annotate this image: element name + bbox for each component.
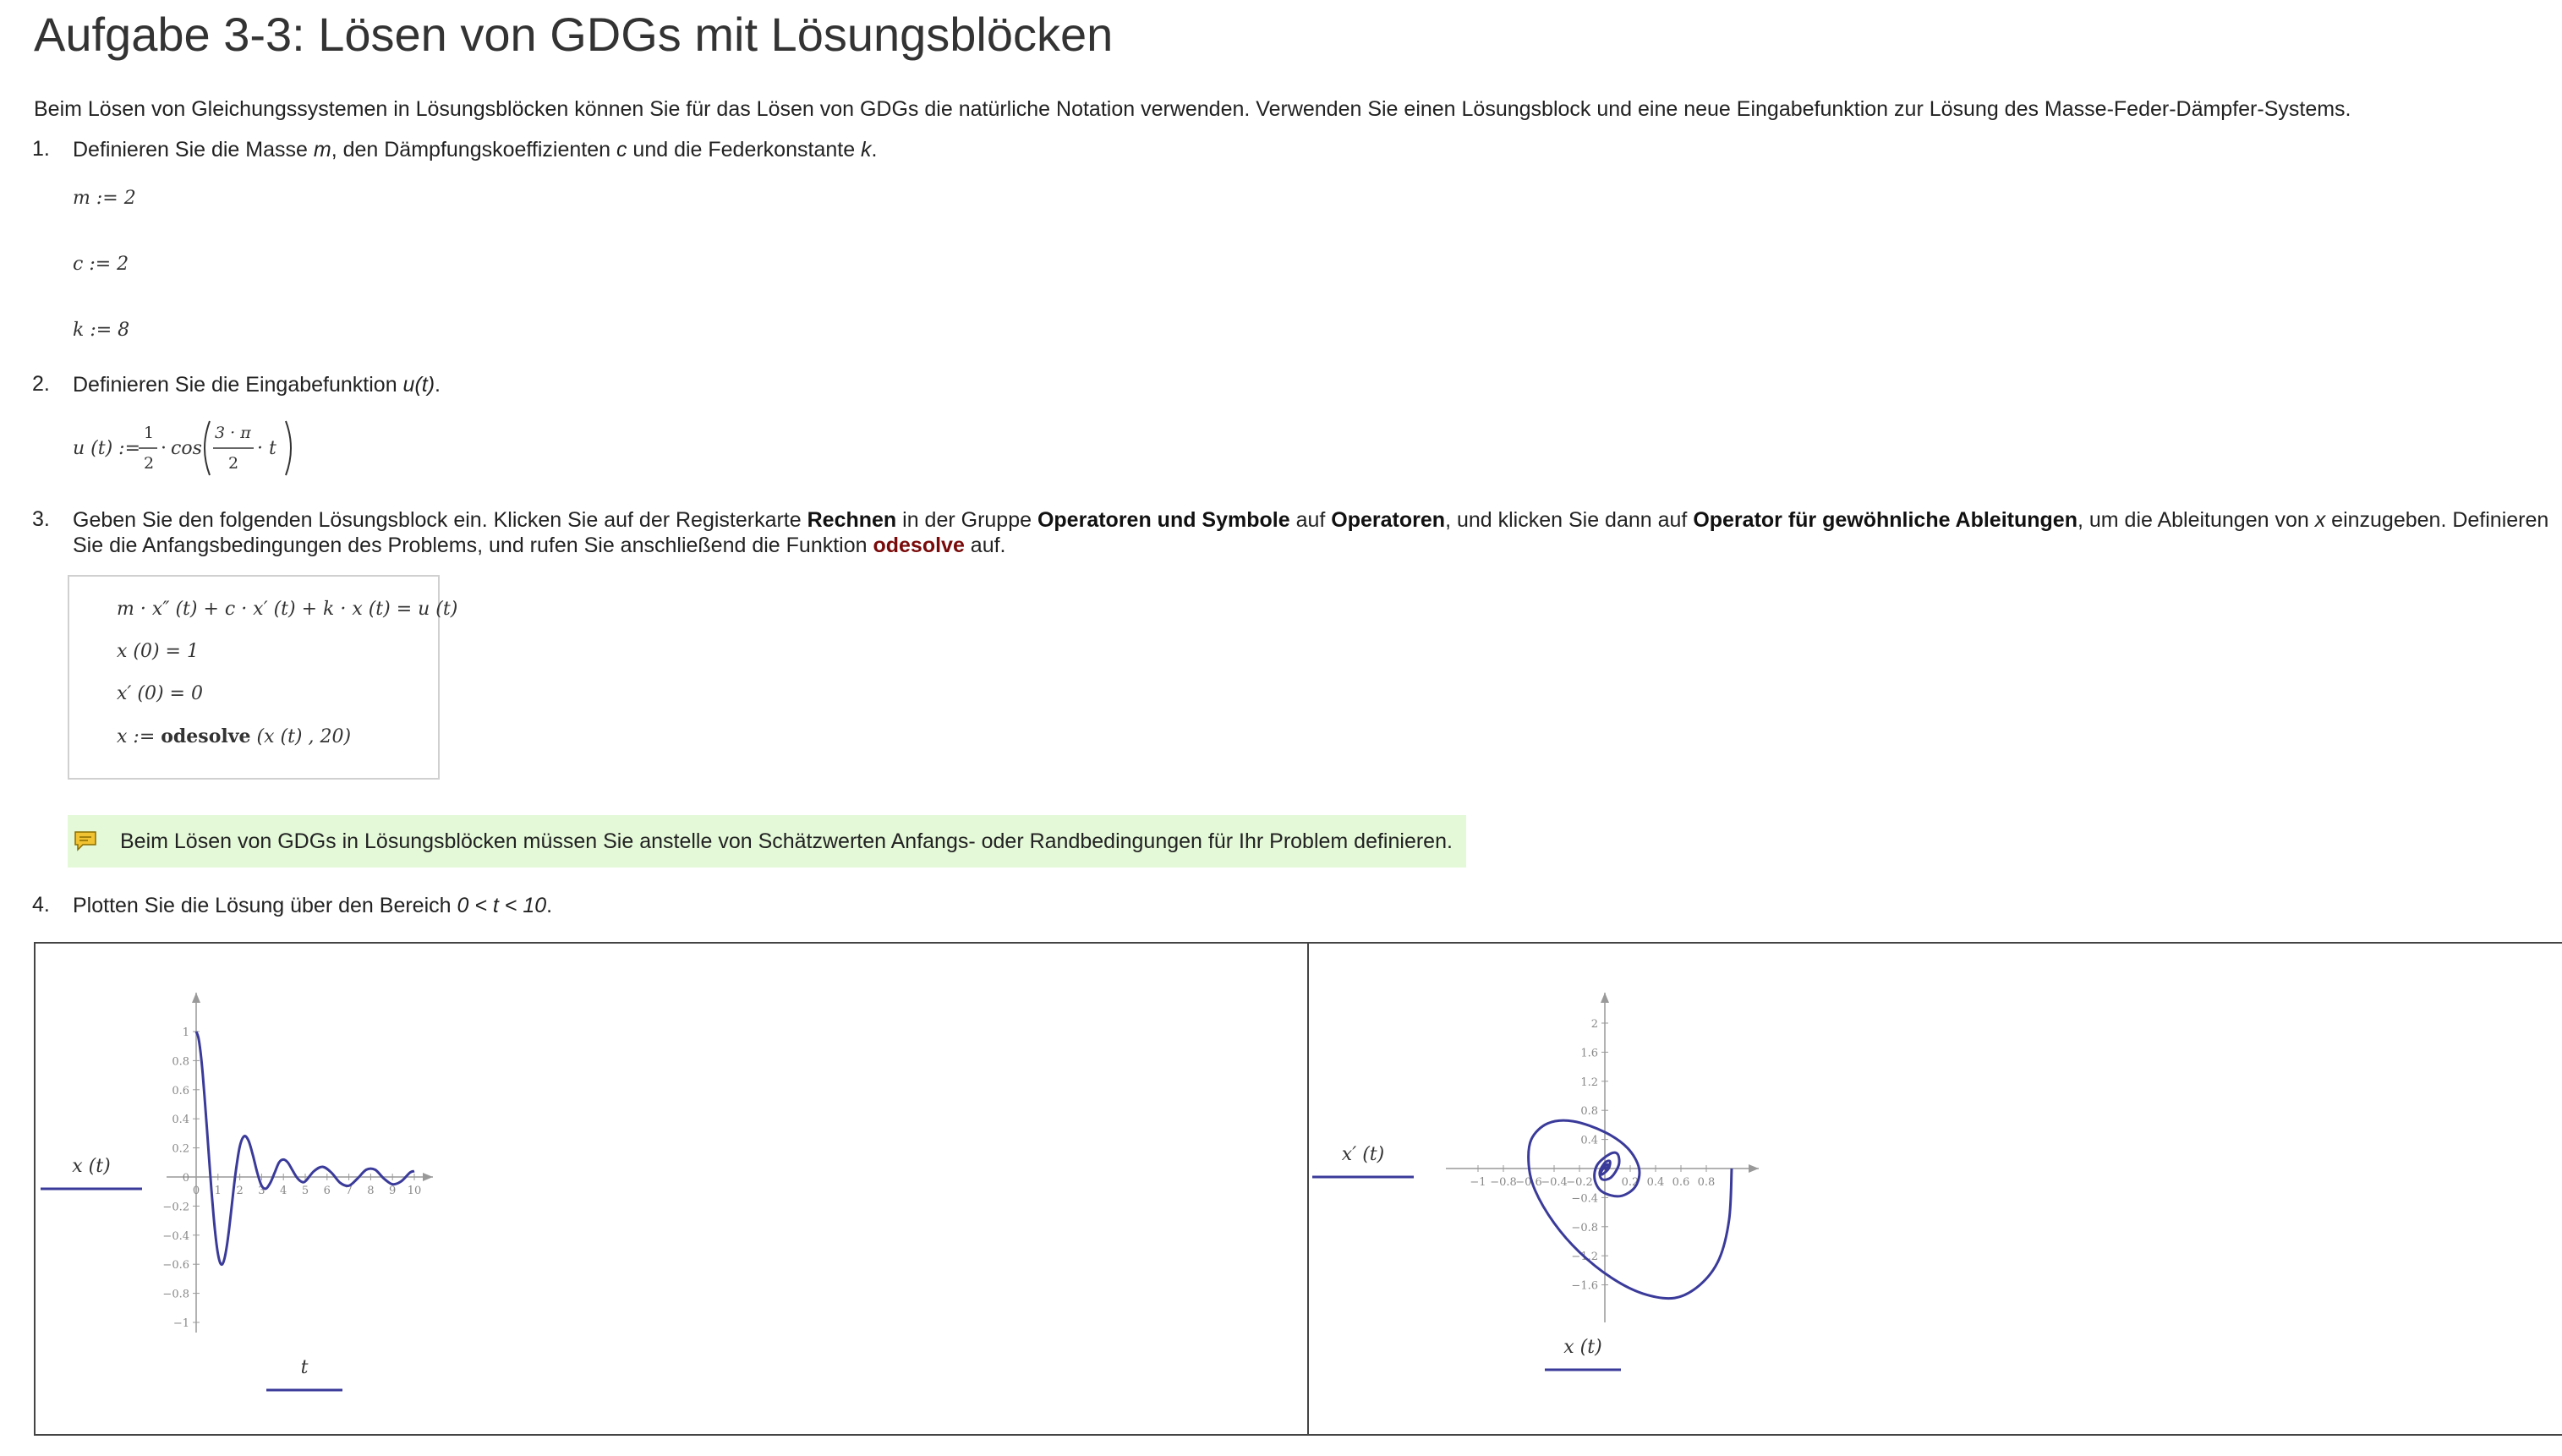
step-3-text-f: einzugeben. Definieren Sie die Anfangsbedingungen des Problems, und rufen Sie anschließend die Funktion <box>73 508 2549 557</box>
x-tick-label: −0.8 <box>1490 1176 1517 1189</box>
step-4-text-b: . <box>546 894 553 917</box>
x-tick-label: 0.8 <box>1697 1176 1716 1189</box>
y-tick-label: 0.4 <box>1580 1134 1598 1147</box>
y-tick-label: −1.6 <box>1571 1279 1598 1293</box>
step-1-var-m: m <box>313 138 331 161</box>
step-4-text-a: Plotten Sie die Lösung über den Bereich <box>73 894 457 917</box>
step-4-text <box>73 893 552 918</box>
u-paren-left <box>205 421 210 475</box>
x-tick-label: 7 <box>345 1185 353 1197</box>
step-3-number: 3. <box>32 507 50 531</box>
step-1-text-a: Definieren Sie die Masse <box>73 138 314 161</box>
x-tick-label: 0.6 <box>1672 1176 1690 1189</box>
step-3-bold-rechnen: Rechnen <box>807 508 897 532</box>
step-3-text-g: auf. <box>964 534 1006 557</box>
u-frac-num: 1 <box>144 424 155 442</box>
step-2-var-u: u(t) <box>402 373 435 397</box>
x-tick-label: 0.4 <box>1646 1176 1665 1189</box>
input-function-def[interactable] <box>73 414 301 482</box>
x-axis-label: t <box>300 1357 309 1378</box>
y-tick-label: −1.2 <box>1571 1251 1598 1264</box>
solve-eq-ode[interactable]: m · x″ (t) + c · x′ (t) + k · x (t) = u (t) <box>117 599 458 620</box>
step-1-text-c: und die Federkonstante <box>627 138 862 161</box>
x-tick-label: −1 <box>1470 1176 1486 1189</box>
y-tick-label: −0.4 <box>162 1229 189 1243</box>
hint-note-text: Beim Lösen von GDGs in Lösungsblöcken müssen Sie anstelle von Schätzwerten Anfangs- oder Randbedingungen für Ihr Problem definieren. <box>120 829 1453 853</box>
solve-eq-odesolve-fn: odesolve <box>161 725 251 747</box>
y-tick-label: 0.8 <box>172 1055 189 1069</box>
y-axis-label: x′ (t) <box>1341 1144 1385 1165</box>
x-tick-label: −0.2 <box>1566 1176 1593 1189</box>
y-axis-label: x (t) <box>72 1156 111 1177</box>
u-inner-num: 3 · π <box>215 424 251 442</box>
y-tick-label: −0.4 <box>1571 1192 1598 1206</box>
u-paren-right <box>286 421 291 475</box>
y-tick-label: 0 <box>182 1172 189 1185</box>
x-axis-arrow <box>423 1173 433 1181</box>
series-line <box>1529 1120 1732 1298</box>
step-3-text <box>73 507 2550 558</box>
u-frac-den: 2 <box>144 454 155 473</box>
y-tick-label: 0.6 <box>172 1084 189 1097</box>
x-axis-label: x (t) <box>1563 1337 1602 1358</box>
y-axis-arrow <box>192 993 200 1003</box>
step-3-text-c: auf <box>1289 508 1332 532</box>
step-4-range: 0 < t < 10 <box>457 894 547 917</box>
step-2-text <box>73 372 441 397</box>
page-title: Aufgabe 3-3: Lösen von GDGs mit Lösungsblöcken <box>34 8 1114 61</box>
x-tick-label: −0.4 <box>1541 1176 1568 1189</box>
step-2-number: 2. <box>32 372 50 396</box>
step-3-var-x: x <box>2314 508 2326 532</box>
series-line <box>196 1032 414 1265</box>
u-inner-den: 2 <box>228 454 239 473</box>
x-tick-label: 3 <box>258 1185 266 1197</box>
step-1-text-d: . <box>871 138 878 161</box>
step-1-var-k: k <box>861 138 872 161</box>
solve-eq-odesolve[interactable] <box>117 725 351 747</box>
step-3-bold-group: Operatoren und Symbole <box>1037 508 1290 532</box>
u-dot: · <box>161 438 167 459</box>
solve-eq-odesolve-lhs: x := <box>117 726 161 747</box>
step-1-number: 1. <box>32 137 50 161</box>
def-k[interactable]: k := 8 <box>73 320 130 341</box>
y-tick-label: 1.2 <box>1580 1076 1598 1089</box>
y-tick-label: −1 <box>172 1317 189 1330</box>
x-tick-label: −0.6 <box>1515 1176 1542 1189</box>
solve-eq-ic2[interactable]: x′ (0) = 0 <box>117 683 203 704</box>
step-3-text-a: Geben Sie den folgenden Lösungsblock ein. Klicken Sie auf der Registerkarte <box>73 508 807 532</box>
hint-note <box>68 815 1466 868</box>
y-tick-label: 1 <box>182 1026 189 1039</box>
x-tick-label: 5 <box>301 1185 309 1197</box>
x-tick-label: 0.2 <box>1621 1176 1640 1189</box>
x-tick-label: 2 <box>236 1185 244 1197</box>
y-tick-label: −0.8 <box>1571 1221 1598 1234</box>
y-tick-label: 0.4 <box>172 1114 189 1127</box>
solve-eq-ic1[interactable]: x (0) = 1 <box>117 641 199 662</box>
y-axis-arrow <box>1601 993 1609 1003</box>
u-inner-t: · t <box>257 438 276 459</box>
x-tick-label: 1 <box>214 1185 222 1197</box>
step-2-text-a: Definieren Sie die Eingabefunktion <box>73 373 403 397</box>
step-1-var-c: c <box>616 138 627 161</box>
u-lhs: u (t) := <box>73 438 141 459</box>
y-tick-label: 1.6 <box>1580 1047 1598 1060</box>
x-tick-label: 8 <box>367 1185 375 1197</box>
y-tick-label: 0.2 <box>172 1142 189 1156</box>
y-tick-label: 0.8 <box>1580 1105 1598 1119</box>
solve-block[interactable] <box>68 575 458 780</box>
y-tick-label: −0.6 <box>162 1259 189 1273</box>
x-tick-label: 4 <box>280 1185 287 1197</box>
y-tick-label: 2 <box>1590 1018 1598 1031</box>
input-function-math <box>73 414 301 482</box>
step-3-text-e: , um die Ableitungen von <box>2077 508 2315 532</box>
step-1-text <box>73 137 878 162</box>
plot-phase-portrait[interactable] <box>1311 944 2560 1434</box>
x-tick-label: 6 <box>323 1185 331 1197</box>
y-tick-label: −0.8 <box>162 1288 189 1301</box>
step-1-text-b: , den Dämpfungskoeffizienten <box>331 138 616 161</box>
step-3-text-b: in der Gruppe <box>896 508 1037 532</box>
step-2-text-b: . <box>435 373 441 397</box>
step-3-bold-operator: Operator für gewöhnliche Ableitungen <box>1693 508 2078 532</box>
plot-divider <box>1307 942 1309 1436</box>
def-c[interactable]: c := 2 <box>73 254 129 275</box>
step-3-text-d: , und klicken Sie dann auf <box>1445 508 1694 532</box>
x-tick-label: 10 <box>407 1185 422 1197</box>
plot-x-vs-t[interactable] <box>36 944 1304 1434</box>
def-m[interactable]: m := 2 <box>73 188 136 209</box>
y-tick-label: −0.2 <box>162 1201 189 1214</box>
comment-icon <box>73 829 98 854</box>
x-axis-arrow <box>1749 1164 1759 1173</box>
intro-text: Beim Lösen von Gleichungssystemen in Lösungsblöcken können Sie für das Lösen von GDGs die natürliche Notation verwenden. Verwenden Sie einen Lösungsblock und eine neue Eingabefunktion zur Lösung des Masse-Feder-Dämpfer-Systems. <box>34 97 2351 121</box>
step-3-bold-operatoren: Operatoren <box>1331 508 1446 532</box>
x-tick-label: 9 <box>389 1185 397 1197</box>
step-4-number: 4. <box>32 893 50 917</box>
step-3-odesolve-link[interactable]: odesolve <box>873 534 965 557</box>
solve-eq-odesolve-args: (x (t) , 20) <box>250 726 352 747</box>
u-cos: cos <box>171 438 202 459</box>
x-tick-label: 0 <box>192 1185 200 1197</box>
